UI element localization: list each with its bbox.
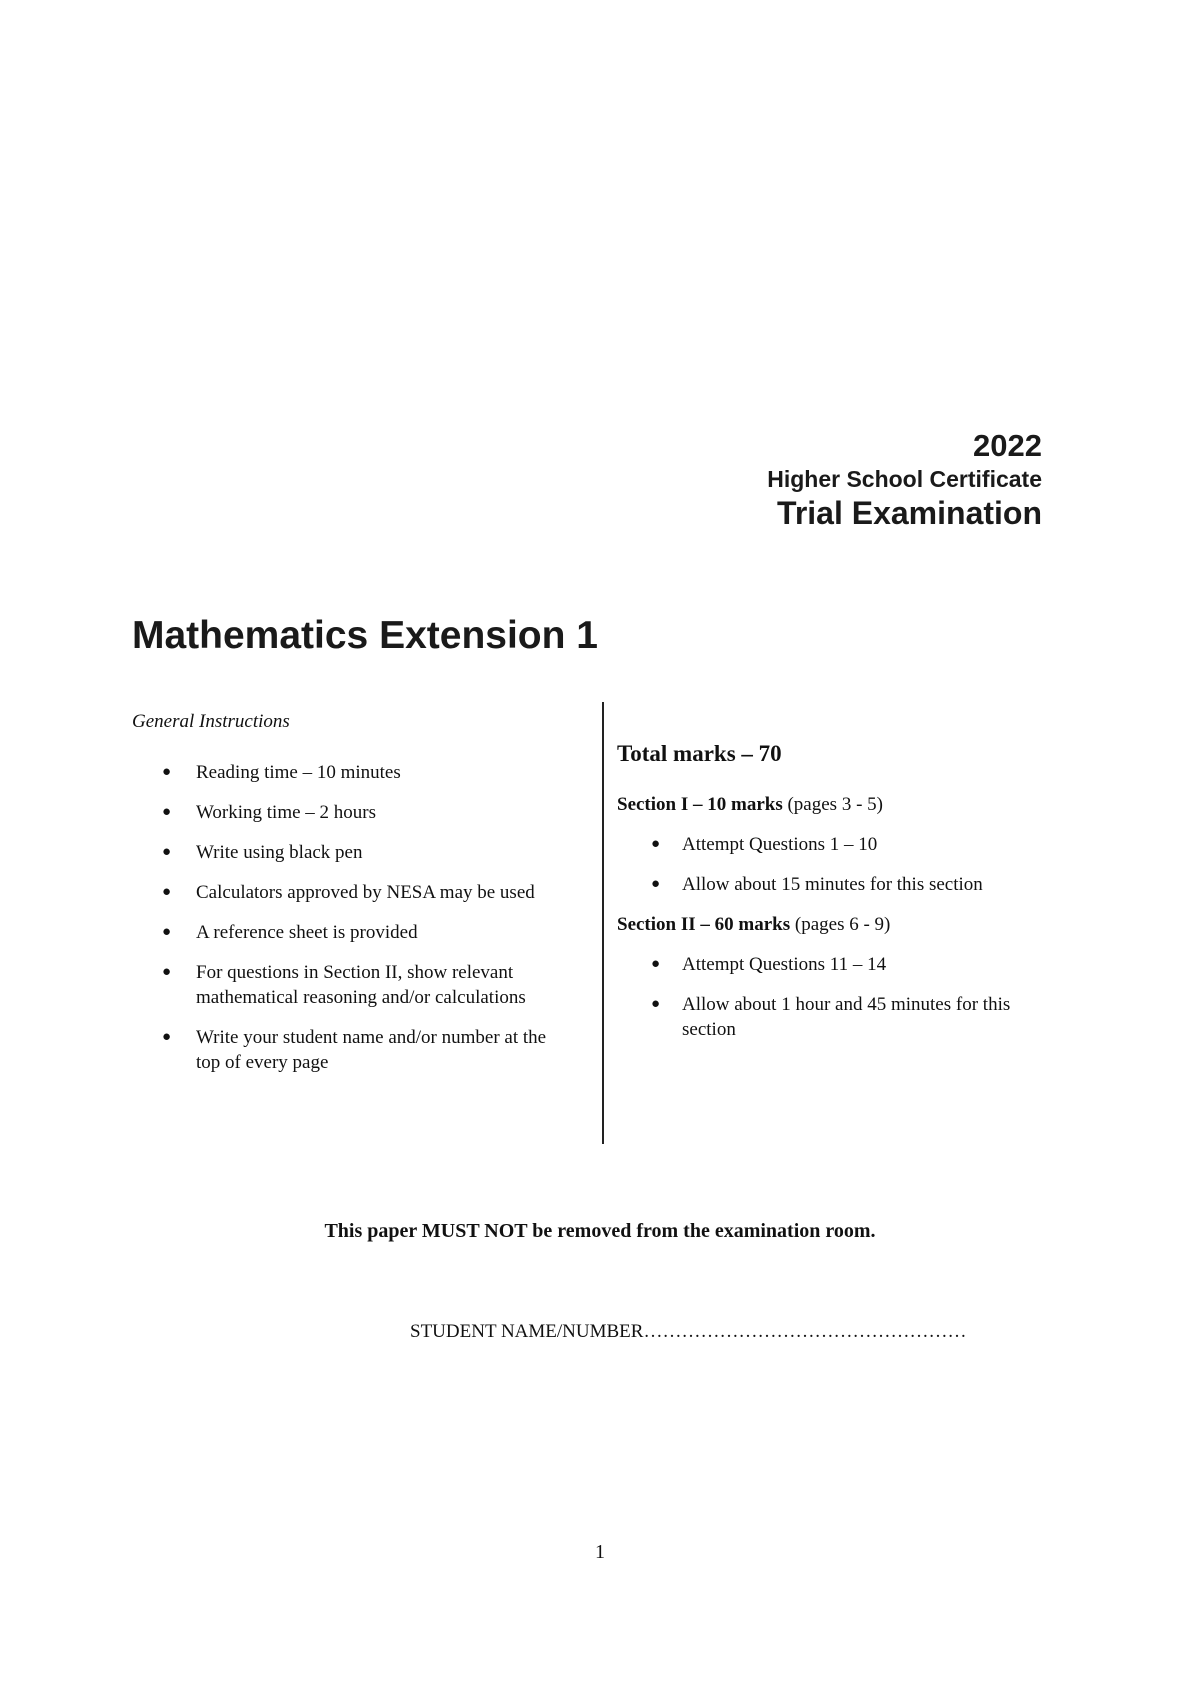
section-2-list bbox=[617, 952, 1057, 1042]
exam-year: 2022 bbox=[973, 428, 1042, 463]
section-1-list bbox=[617, 832, 1057, 897]
bullet-icon: ● bbox=[162, 884, 172, 900]
column-divider bbox=[602, 702, 604, 1144]
subject-title: Mathematics Extension 1 bbox=[132, 614, 598, 657]
general-instructions-heading: General Instructions bbox=[132, 711, 290, 732]
exam-header bbox=[767, 428, 1042, 532]
instruction-text: A reference sheet is provided bbox=[196, 922, 418, 943]
bullet-icon: ● bbox=[651, 996, 661, 1012]
bullet-icon: ● bbox=[162, 804, 172, 820]
section-2-text: Allow about 1 hour and 45 minutes for this section bbox=[682, 994, 1011, 1040]
bullet-icon: ● bbox=[651, 836, 661, 852]
general-instructions bbox=[132, 710, 572, 1090]
list-item bbox=[132, 960, 572, 1010]
section-2-heading bbox=[617, 912, 1057, 937]
instruction-text: Calculators approved by NESA may be used bbox=[196, 882, 535, 903]
list-item bbox=[132, 800, 572, 825]
page-number: 1 bbox=[595, 1541, 605, 1563]
section-1-heading bbox=[617, 792, 1057, 817]
section-1-marks: Section I – 10 marks bbox=[617, 794, 783, 815]
bullet-icon: ● bbox=[651, 876, 661, 892]
total-marks: Total marks – 70 bbox=[617, 741, 782, 766]
list-item bbox=[132, 760, 572, 785]
certificate-name: Higher School Certificate bbox=[767, 466, 1042, 492]
section-2-pages: (pages 6 - 9) bbox=[790, 914, 891, 935]
exam-name: Trial Examination bbox=[777, 495, 1042, 531]
list-item bbox=[617, 832, 1057, 857]
bullet-icon: ● bbox=[162, 1029, 172, 1045]
instruction-text: Working time – 2 hours bbox=[196, 802, 377, 823]
list-item bbox=[617, 952, 1057, 977]
list-item bbox=[132, 840, 572, 865]
list-item bbox=[132, 1025, 572, 1075]
list-item bbox=[617, 992, 1057, 1042]
instruction-text: Write using black pen bbox=[196, 842, 363, 863]
section-1-text: Allow about 15 minutes for this section bbox=[682, 874, 983, 895]
student-name-field: STUDENT NAME/NUMBER…………………………………………… bbox=[410, 1321, 967, 1342]
list-item bbox=[132, 920, 572, 945]
bullet-icon: ● bbox=[162, 764, 172, 780]
list-item bbox=[617, 872, 1057, 897]
section-2-marks: Section II – 60 marks bbox=[617, 914, 791, 935]
list-item bbox=[132, 880, 572, 905]
section-2-text: Attempt Questions 11 – 14 bbox=[682, 954, 887, 975]
instruction-text: Reading time – 10 minutes bbox=[196, 762, 401, 783]
bullet-icon: ● bbox=[162, 964, 172, 980]
bullet-icon: ● bbox=[651, 956, 661, 972]
instructions-list bbox=[132, 760, 572, 1075]
instruction-text: Write your student name and/or number at the top of every page bbox=[196, 1027, 547, 1073]
section-1-text: Attempt Questions 1 – 10 bbox=[682, 834, 878, 855]
instruction-text: For questions in Section II, show relevant mathematical reasoning and/or calculations bbox=[196, 962, 526, 1008]
section-1-pages: (pages 3 - 5) bbox=[782, 794, 883, 815]
bullet-icon: ● bbox=[162, 924, 172, 940]
marks-summary bbox=[617, 740, 1057, 1057]
bullet-icon: ● bbox=[162, 844, 172, 860]
removal-warning: This paper MUST NOT be removed from the examination room. bbox=[324, 1220, 876, 1242]
